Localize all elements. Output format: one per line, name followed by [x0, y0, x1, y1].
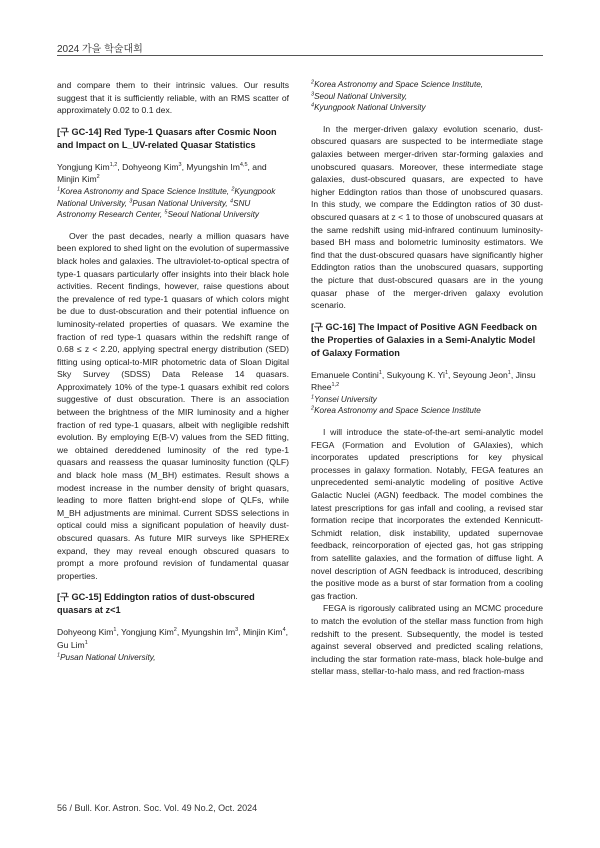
gc16-abstract-paragraph-1: I will introduce the state-of-the-art semi-analytic model FEGA (Formation and Evolution of GAlaxies), which incorporates updated prescriptions for key physical processes in galaxy formation. Notably, FEGA features an unprecedented semi-analytic modeling of positive Active Galactic Nuclei (AGN) feedback. The model combines the latest prescriptions for gas infall and cooling, a revised star formation recipe that incorporates the extended Kennicutt-Schmidt relation, disk instability, updated supernovae feedback, reincorporation of ejected gas, hot gas stripping from satellite galaxies, and the formation of diffuse light. A novel description of AGN feedback is introduced, describing the positive mode as a burst of star formation from a cooling gas fraction. [311, 427, 543, 601]
running-header: 2024 가을 학술대회 [57, 44, 143, 55]
gc14-affiliations: $^1$Korea Astronomy and Space Science Institute, $^2$Kyungpook National University, $^3$Pusan National University, $^4$SNU Astronomy Research Center, $^5$Seoul National University [57, 186, 276, 220]
gc16-affiliation-1: $^1$Yonsei University [311, 394, 377, 404]
right-column [311, 79, 543, 678]
gc14-abstract: Over the past decades, nearly a million quasars have been explored to shed light on the evolution of supermassive black holes and galaxies. The ultraviolet-to-optical spectra of type-1 quasars particularly offer insights into their black hole activities. Recent findings, however, raise questions about the prevalence of red type-1 quasars of which colors might be due to dust-obscuration and their potential influence on luminosity-related properties of quasars. We examine the fraction of red type-1 quasars within the redshift range of 0.68 ≤ z < 2.20, applying spectral energy distribution (SED) fitting using optical-to-MIR photometric data of Sloan Digital Sky Survey (SDSS) Data Release 14 quasars. Approximately 10% of the type-1 quasars exhibit red colors suggestive of dust obscuration. There is an association between the brightness of the MIR luminosity and a higher fraction of red type-1 quasars, albeit with negligible redshift evolution. By employing E(B-V) values from the SED fitting, we obtained dereddened luminosity of the red type-1 quasars and reassess the quasar luminosity function (QLF) and black hole mass (M_BH) estimates. Result shows a modest increase in the number density of bright quasars, leading to more flatten bright-end slope of QLFs, while M_BH adjustments are minimal. Current SDSS selections in optical could miss a significant population of heavily dust-obscured quasars. As future MIR surveys like SPHEREx expand, they may reveal enough obscured quasars to prompt a more profound revision of fundamental quasar properties. [57, 230, 289, 581]
gc15-affiliation-3: $^3$Seoul National University, [311, 90, 408, 101]
gc15-title: [구 GC-15] Eddington ratios of dust-obscured quasars at z<1 [57, 592, 255, 616]
gc16-affiliation-2: $^2$Korea Astronomy and Space Science Institute [311, 405, 481, 416]
gc16-title: [구 GC-16] The Impact of Positive AGN Feedback on the Properties of Galaxies in a Semi-Analytic Model of Galaxy Formation [311, 321, 538, 358]
gc15-authors: Dohyeong Kim$^1$, Yongjung Kim$^2$, Myungshin Im$^3$, Minjin Kim$^4$, Gu Lim$^1$ [57, 627, 289, 650]
gc15-affiliation-2: $^2$Korea Astronomy and Space Science Institute, [311, 79, 484, 89]
gc16-abstract-paragraph-2: FEGA is rigorously calibrated using an MCMC procedure to match the evolution of the stellar mass function from high redshift to the present. Subsequently, the model is tested against several observed and predicted scaling relations, including the star formation rate-mass, black hole-bulge and stellar mass, stellar-to-halo mass, and red fraction-mass [311, 603, 543, 677]
gc14-title: [구 GC-14] Red Type-1 Quasars after Cosmic Noon and Impact on L_UV-related Quasar Statistics [57, 126, 277, 150]
gc15-abstract: In the merger-driven galaxy evolution scenario, dust-obscured quasars are suspected to be intermediate stage galaxies between merger-driven star-forming galaxies and unobscured quasars. Moreover, these intermediate stage galaxies, dust-obscured quasars, are expected to have higher Eddington ratios than those of unobscured quasars. In this study, we compare the Eddington ratios of 30 dust-obscured quasars at z < 1 to those of unobscured quasars at the same redshift using mid-infrared continuum luminosity-based BH mass and bolometric luminosity estimators. We find that the dust-obscured quasars have significantly higher Eddington ratios than the unobscured quasars, supporting the picture that dust-obscured quasars are in the young quasar phase of the merger-driven galaxy evolution scenario. [311, 123, 543, 311]
left-column [57, 79, 289, 663]
continued-abstract-text: and compare them to their intrinsic values. Our results suggest that it is sufficiently reliable, with an RMS scatter of approximately 0.02 to 0.1 dex. [57, 80, 289, 116]
gc15-affiliation-4: $^4$Kyungpook National University [311, 102, 426, 113]
gc16-authors: Emanuele Contini$^1$, Sukyoung K. Yi$^1$, Seyoung Jeon$^1$, Jinsu Rhee$^{1,2}$ [311, 369, 536, 393]
gc15-affiliation-1: $^1$Pusan National University, [57, 651, 156, 662]
header-rule [57, 55, 543, 56]
gc14-authors: Yongjung Kim$^{1,2}$, Dohyeong Kim$^3$, Myungshin Im$^{4,5}$, and Minjin Kim$^2$ [57, 161, 267, 185]
page-footer: 56 / Bull. Kor. Astron. Soc. Vol. 49 No.2, Oct. 2024 [57, 803, 258, 813]
